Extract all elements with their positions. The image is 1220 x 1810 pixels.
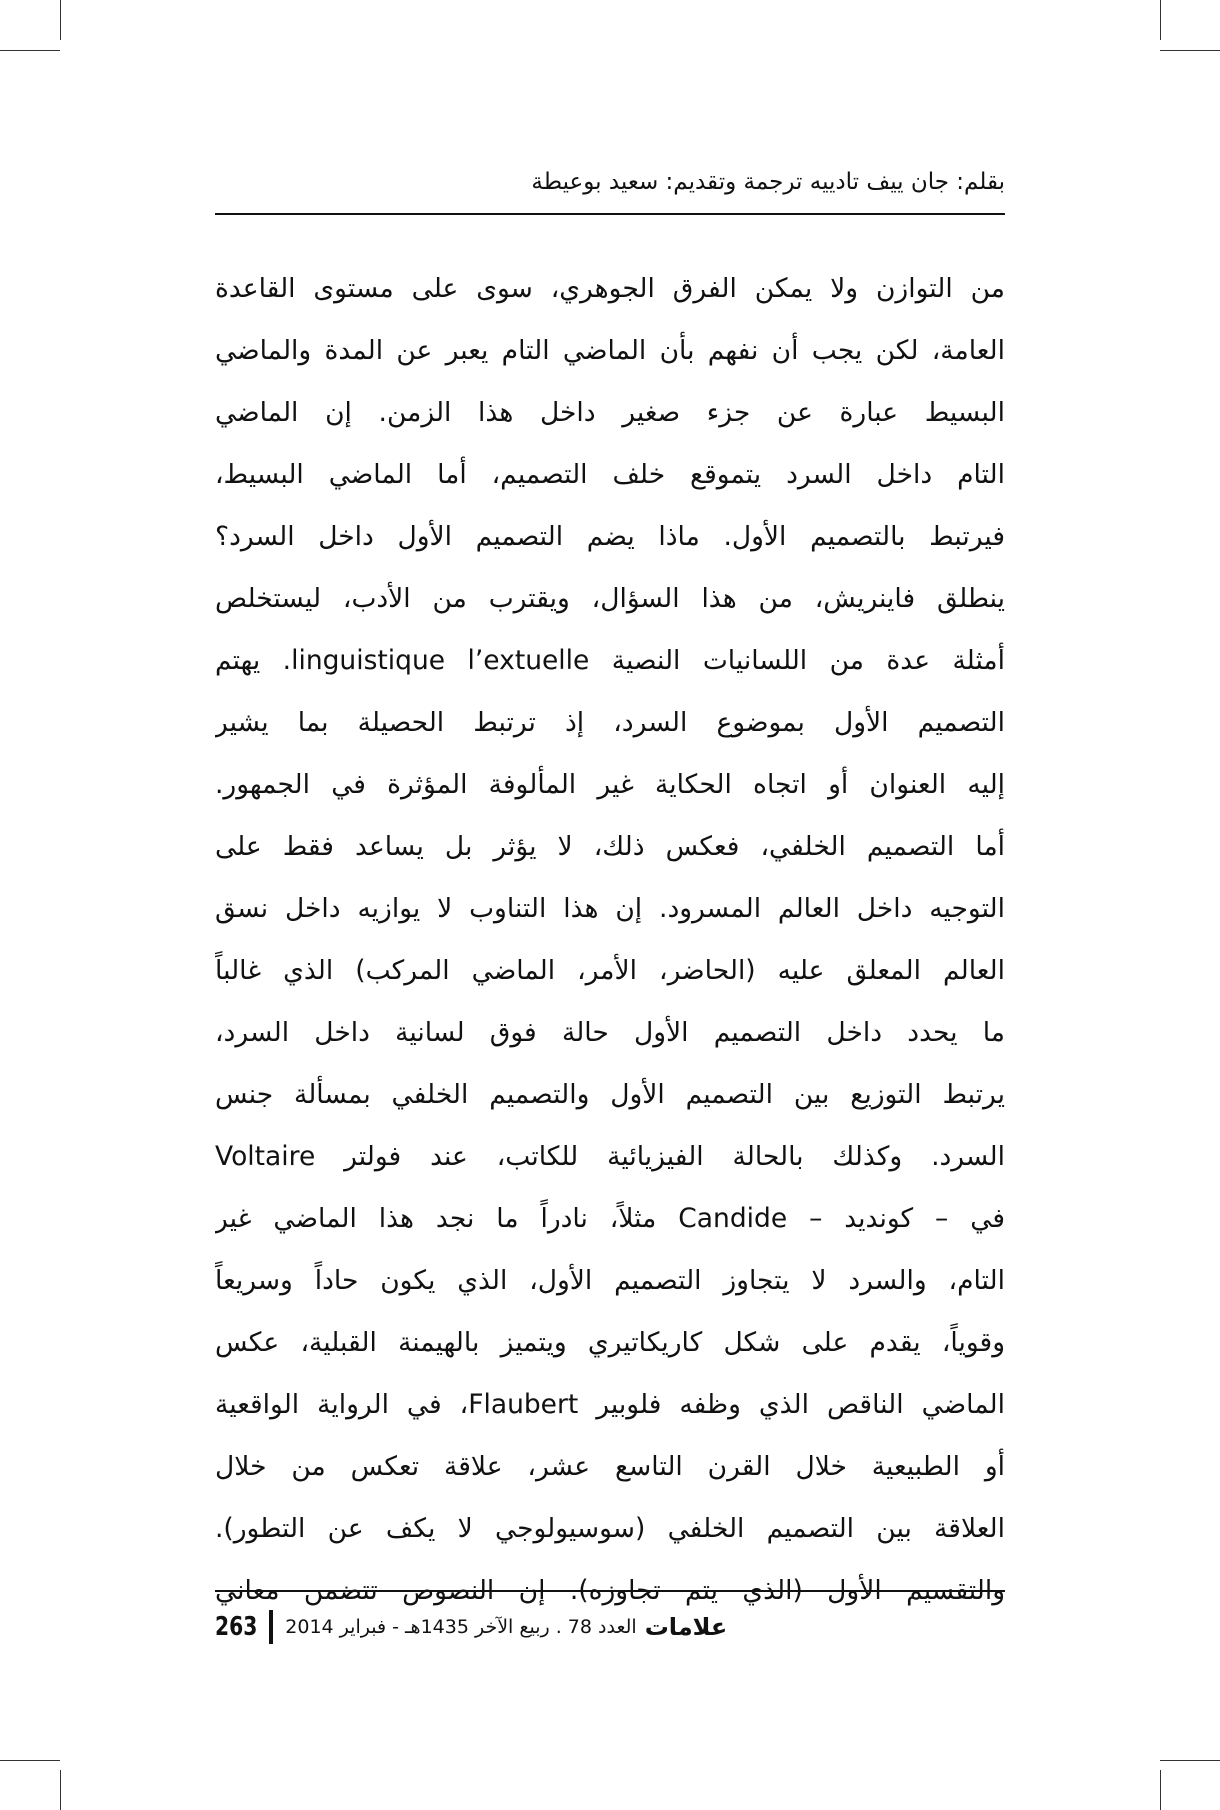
crop-mark	[1160, 50, 1220, 51]
body-line: السرد. وكذلك بالحالة الفيزيائية للكاتب، عند فولتر Voltaire	[215, 1141, 1005, 1172]
page-footer	[215, 1590, 1005, 1652]
body-line: والتقسيم الأول (الذي يتم تجاوزه). إن النصوص تتضمن معاني	[215, 1575, 1005, 1606]
body-line: أمثلة عدة من اللسانيات النصية linguistique l’extuelle. يهتم	[215, 645, 1005, 676]
article-body	[215, 258, 1005, 1622]
crop-mark	[1160, 0, 1161, 40]
crop-mark	[1160, 1760, 1220, 1761]
body-line: العالم المعلق عليه (الحاضر، الأمر، الماضي المركب) الذي غالباً	[215, 955, 1005, 986]
issue-info: العدد 78 . ربيع الآخر 1435هـ - فبراير 2014	[285, 1616, 637, 1638]
crop-mark	[0, 50, 60, 51]
header-title: بقلم: جان ييف تادييه ترجمة وتقديم: سعيد بوعيطة	[531, 169, 1005, 195]
body-line: التوجيه داخل العالم المسرود. إن هذا التناوب لا يوازيه داخل نسق	[215, 893, 1005, 924]
journal-logo: علامات	[644, 1613, 728, 1641]
footer-divider	[269, 1610, 273, 1644]
body-line: العامة، لكن يجب أن نفهم بأن الماضي التام يعبر عن المدة والماضي	[215, 335, 1005, 366]
body-line: من التوازن ولا يمكن الفرق الجوهري، سوى على مستوى القاعدة	[215, 273, 1005, 304]
body-line: التام، والسرد لا يتجاوز التصميم الأول، الذي يكون حاداً وسريعاً	[215, 1265, 1005, 1296]
running-header	[215, 165, 1005, 215]
body-line: التام داخل السرد يتموقع خلف التصميم، أما الماضي البسيط،	[215, 459, 1005, 490]
body-line: يرتبط التوزيع بين التصميم الأول والتصميم الخلفي بمسألة جنس	[215, 1079, 1005, 1110]
body-line: التصميم الأول بموضوع السرد، إذ ترتبط الحصيلة بما يشير	[215, 707, 1005, 738]
body-line: إليه العنوان أو اتجاه الحكاية غير المألوفة المؤثرة في الجمهور.	[215, 769, 1005, 800]
body-line: ينطلق فاينريش، من هذا السؤال، ويقترب من الأدب، ليستخلص	[215, 583, 1005, 614]
crop-mark	[60, 1770, 61, 1810]
body-line: ما يحدد داخل التصميم الأول حالة فوق لسانية داخل السرد،	[215, 1017, 1005, 1048]
body-line: وقوياً، يقدم على شكل كاريكاتيري ويتميز بالهيمنة القبلية، عكس	[215, 1327, 1005, 1358]
body-line: البسيط عبارة عن جزء صغير داخل هذا الزمن. إن الماضي	[215, 397, 1005, 428]
body-line: في – كونديد – Candide مثلاً، نادراً ما نجد هذا الماضي غير	[215, 1203, 1005, 1234]
body-line: أو الطبيعية خلال القرن التاسع عشر، علاقة تعكس من خلال	[215, 1451, 1005, 1482]
crop-mark	[0, 1760, 60, 1761]
crop-mark	[1160, 1770, 1161, 1810]
body-line: فيرتبط بالتصميم الأول. ماذا يضم التصميم الأول داخل السرد؟	[215, 521, 1005, 552]
body-line: الماضي الناقص الذي وظفه فلوبير Flaubert، في الرواية الواقعية	[215, 1389, 1005, 1420]
body-line: أما التصميم الخلفي، فعكس ذلك، لا يؤثر بل يساعد فقط على	[215, 831, 1005, 862]
body-line: العلاقة بين التصميم الخلفي (سوسيولوجي لا يكف عن التطور).	[215, 1513, 1005, 1544]
crop-mark	[60, 0, 61, 40]
page-number: 263	[215, 1612, 258, 1642]
